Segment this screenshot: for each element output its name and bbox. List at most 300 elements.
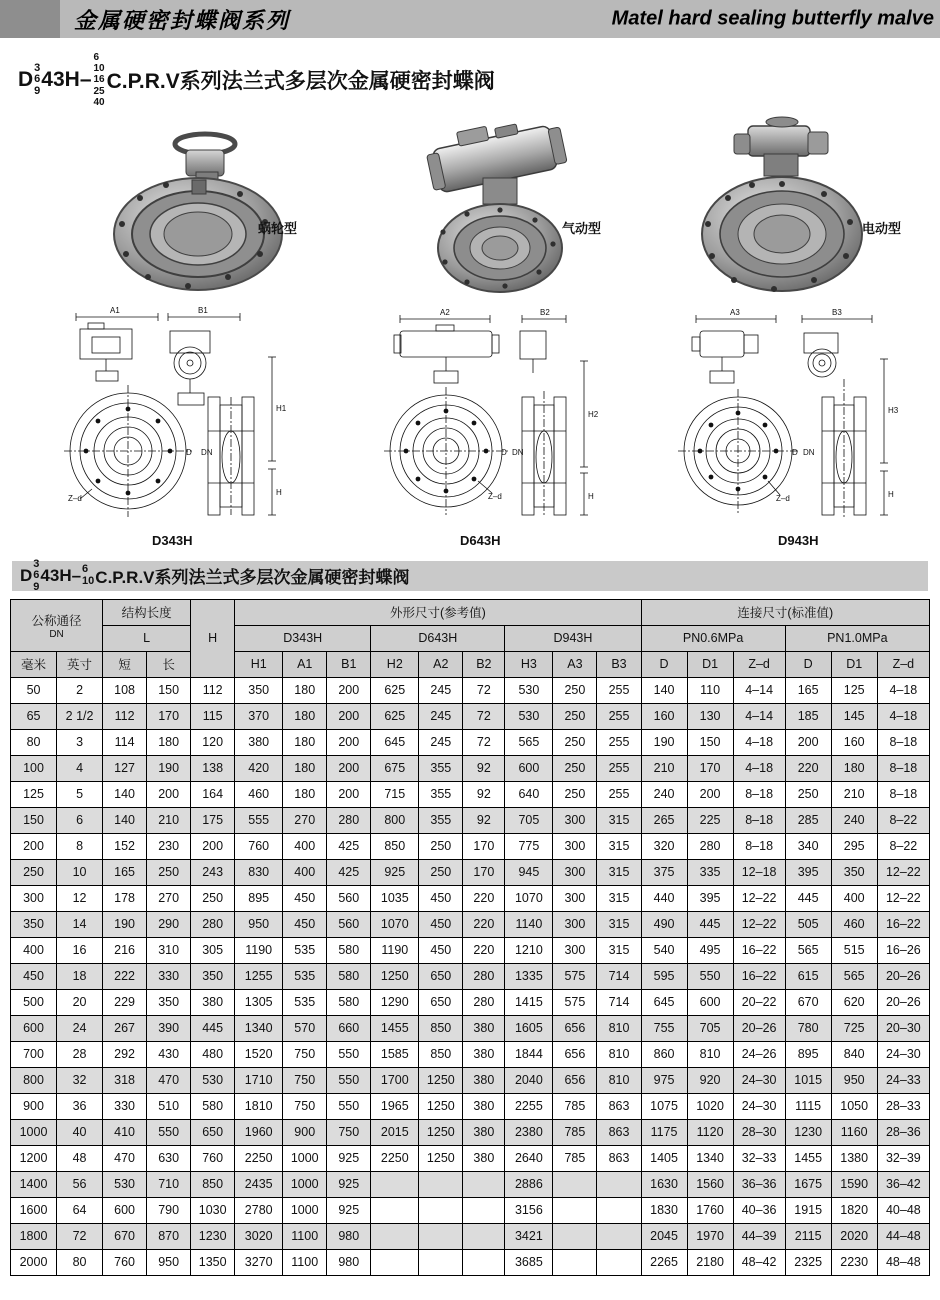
table-cell: 870 [147,1223,191,1249]
table-cell: 24–30 [733,1093,785,1119]
caption-mid: 43H– [40,565,82,585]
table-cell: 72 [463,703,505,729]
table-row [11,1223,930,1249]
table-cell: 24 [57,1015,103,1041]
table-cell: 600 [11,1015,57,1041]
table-cell: 1100 [283,1223,327,1249]
svg-text:DN: DN [803,447,815,457]
page-banner [0,0,940,38]
table-cell: 380 [235,729,283,755]
table-cell: 1100 [283,1249,327,1275]
table-cell: 1350 [191,1249,235,1275]
svg-text:A3: A3 [730,307,740,317]
banner-left-block [0,0,60,38]
table-cell: 530 [505,703,553,729]
table-cell: 2380 [505,1119,553,1145]
table-cell: 656 [553,1015,597,1041]
table-cell: 40 [57,1119,103,1145]
table-cell: 920 [687,1067,733,1093]
table-cell: 810 [597,1067,641,1093]
table-cell: 180 [283,729,327,755]
table-cell: 750 [327,1119,371,1145]
table-cell: 3020 [235,1223,283,1249]
product-photo-row [0,114,940,299]
table-cell: 8–18 [733,807,785,833]
table-cell: 318 [103,1067,147,1093]
table-cell: 785 [553,1093,597,1119]
table-cell: 900 [11,1093,57,1119]
table-cell: 80 [11,729,57,755]
table-cell: 785 [553,1145,597,1171]
header-pn06: PN0.6MPa [641,625,785,651]
table-cell: 1830 [641,1197,687,1223]
table-cell: 6 [57,807,103,833]
col-long: 长 [147,651,191,677]
header-length: 结构长度 [103,599,191,625]
table-cell: 650 [419,989,463,1015]
svg-text:H1: H1 [276,403,287,413]
table-cell: 1075 [641,1093,687,1119]
table-cell: 580 [327,937,371,963]
table-cell: 290 [147,911,191,937]
table-cell: 1335 [505,963,553,989]
table-cell: 530 [103,1171,147,1197]
col-inch: 英寸 [57,651,103,677]
header-pn10: PN1.0MPa [785,625,929,651]
table-cell: 180 [283,781,327,807]
table-cell [419,1197,463,1223]
table-row [11,1041,930,1067]
table-cell: 8–18 [877,781,929,807]
table-cell: 540 [641,937,687,963]
table-cell: 24–30 [733,1067,785,1093]
table-row [11,989,930,1015]
table-cell: 250 [553,677,597,703]
svg-text:B1: B1 [198,305,208,315]
table-cell: 450 [419,937,463,963]
table-cell: 280 [687,833,733,859]
table-cell: 145 [831,703,877,729]
table-cell: 790 [147,1197,191,1223]
table-cell: 72 [463,729,505,755]
table-cell: 8–22 [877,807,929,833]
table-cell: 450 [283,911,327,937]
table-cell: 1915 [785,1197,831,1223]
table-cell: 50 [11,677,57,703]
table-cell: 850 [191,1171,235,1197]
table-cell: 12–22 [877,885,929,911]
table-cell: 656 [553,1067,597,1093]
table-row [11,1249,930,1275]
table-cell: 375 [641,859,687,885]
table-cell: 2 [57,677,103,703]
table-cell: 175 [191,807,235,833]
table-cell: 863 [597,1145,641,1171]
table-cell: 750 [283,1067,327,1093]
table-cell: 140 [641,677,687,703]
table-cell: 16 [57,937,103,963]
table-cell: 300 [553,937,597,963]
table-cell: 1250 [419,1067,463,1093]
table-cell: 380 [463,1119,505,1145]
table-cell: 180 [283,677,327,703]
table-cell: 440 [641,885,687,911]
table-cell: 980 [327,1223,371,1249]
table-cell: 445 [191,1015,235,1041]
table-cell: 4–18 [877,703,929,729]
table-cell: 1810 [235,1093,283,1119]
table-cell: 16–26 [877,937,929,963]
page-title [18,52,940,108]
table-cell: 645 [641,989,687,1015]
table-cell: 3 [57,729,103,755]
svg-text:DN: DN [512,447,524,457]
table-cell: 250 [419,833,463,859]
table-cell: 300 [553,833,597,859]
table-cell: 395 [687,885,733,911]
table-cell: 250 [147,859,191,885]
table-cell: 170 [463,833,505,859]
table-cell: 470 [103,1145,147,1171]
table-cell: 150 [147,677,191,703]
table-cell: 1050 [831,1093,877,1119]
table-cell: 1035 [371,885,419,911]
table-cell: 1965 [371,1093,419,1119]
col-b2: B2 [463,651,505,677]
table-cell: 140 [103,781,147,807]
col-zd-pn06: Z–d [733,651,785,677]
table-cell: 640 [505,781,553,807]
table-cell: 40–36 [733,1197,785,1223]
table-row [11,1093,930,1119]
table-cell: 229 [103,989,147,1015]
table-cell: 1255 [235,963,283,989]
table-cell: 350 [191,963,235,989]
svg-text:B3: B3 [832,307,842,317]
table-cell: 44–48 [877,1223,929,1249]
table-cell: 2115 [785,1223,831,1249]
table-header-row-1 [11,599,930,625]
svg-text:H: H [888,489,894,499]
table-cell [597,1171,641,1197]
table-cell: 656 [553,1041,597,1067]
table-row [11,911,930,937]
header-d643h: D643H [371,625,505,651]
table-cell: 222 [103,963,147,989]
table-cell: 645 [371,729,419,755]
table-cell [553,1197,597,1223]
table-cell: 1160 [831,1119,877,1145]
table-cell: 650 [419,963,463,989]
table-cell: 600 [687,989,733,1015]
table-cell: 1250 [419,1093,463,1119]
table-cell: 1800 [11,1223,57,1249]
col-short: 短 [103,651,147,677]
table-cell: 1700 [371,1067,419,1093]
table-cell: 210 [147,807,191,833]
table-cell: 810 [597,1041,641,1067]
table-cell: 850 [371,833,419,859]
table-cell: 280 [327,807,371,833]
table-cell [371,1223,419,1249]
table-row [11,1119,930,1145]
table-cell: 170 [147,703,191,729]
table-cell: 190 [147,755,191,781]
table-cell: 285 [785,807,831,833]
table-cell: 1210 [505,937,553,963]
table-cell: 200 [327,703,371,729]
table-cell: 390 [147,1015,191,1041]
table-cell: 850 [419,1041,463,1067]
caption-pressure-stack: 6 10 [82,563,95,587]
table-cell: 4–14 [733,677,785,703]
drawing-label-d943h: D943H [778,532,819,548]
table-cell: 705 [687,1015,733,1041]
table-cell: 16–22 [733,937,785,963]
table-cell: 180 [147,729,191,755]
table-cell: 1230 [785,1119,831,1145]
table-cell: 1015 [785,1067,831,1093]
table-cell: 550 [327,1041,371,1067]
table-row [11,833,930,859]
table-cell: 715 [371,781,419,807]
table-cell: 216 [103,937,147,963]
table-row [11,937,930,963]
table-cell: 1710 [235,1067,283,1093]
table-cell: 250 [553,703,597,729]
table-cell: 714 [597,989,641,1015]
table-cell: 2886 [505,1171,553,1197]
table-cell: 863 [597,1093,641,1119]
table-row [11,755,930,781]
drawing-d343h [58,301,308,531]
header-d343h: D343H [235,625,371,651]
table-cell: 200 [147,781,191,807]
col-mm: 毫米 [11,651,57,677]
photo-electric-valve [690,114,880,299]
table-cell: 310 [147,937,191,963]
table-row [11,781,930,807]
table-cell: 4–18 [733,755,785,781]
table-cell: 8–18 [733,833,785,859]
table-cell: 350 [11,911,57,937]
table-cell: 400 [831,885,877,911]
table-caption [12,557,928,593]
table-cell: 8–18 [877,755,929,781]
table-cell: 2640 [505,1145,553,1171]
caption-suffix: C.P.R.V系列法兰式多层次金属硬密封蝶阀 [95,568,410,588]
table-cell: 2325 [785,1249,831,1275]
table-cell: 595 [641,963,687,989]
table-cell: 108 [103,677,147,703]
table-cell: 755 [641,1015,687,1041]
table-cell: 625 [371,703,419,729]
table-cell [553,1171,597,1197]
table-cell: 580 [327,963,371,989]
table-cell: 380 [463,1015,505,1041]
table-cell: 1000 [283,1171,327,1197]
table-row [11,729,930,755]
table-cell: 16–22 [733,963,785,989]
table-cell: 114 [103,729,147,755]
table-cell: 1405 [641,1145,687,1171]
table-cell: 300 [11,885,57,911]
table-cell [419,1223,463,1249]
table-cell: 255 [597,729,641,755]
table-cell: 200 [327,781,371,807]
table-cell: 255 [597,677,641,703]
header-length-symbol: L [103,625,191,651]
table-cell: 2780 [235,1197,283,1223]
table-cell: 200 [785,729,831,755]
table-cell: 115 [191,703,235,729]
table-cell: 495 [687,937,733,963]
table-cell: 48–42 [733,1249,785,1275]
table-cell: 355 [419,755,463,781]
table-cell: 1380 [831,1145,877,1171]
table-cell: 100 [11,755,57,781]
table-cell: 700 [11,1041,57,1067]
table-row [11,1015,930,1041]
table-cell [463,1171,505,1197]
table-cell: 925 [327,1197,371,1223]
table-cell: 895 [785,1041,831,1067]
table-cell: 220 [463,911,505,937]
table-cell: 200 [327,729,371,755]
headline-series-stack: 3 6 9 [34,61,41,97]
table-cell: 8–22 [877,833,929,859]
table-cell: 4–18 [877,677,929,703]
table-cell: 580 [191,1093,235,1119]
table-cell: 565 [505,729,553,755]
table-cell: 2 1/2 [57,703,103,729]
table-cell: 550 [327,1093,371,1119]
table-cell: 1675 [785,1171,831,1197]
table-cell: 12 [57,885,103,911]
table-cell: 315 [597,807,641,833]
table-cell: 10 [57,859,103,885]
table-cell: 600 [103,1197,147,1223]
headline-prefix: D [18,67,34,91]
table-cell: 250 [191,885,235,911]
table-cell: 1560 [687,1171,733,1197]
table-cell: 8–18 [733,781,785,807]
caption-prefix: D [20,565,33,585]
table-cell: 1230 [191,1223,235,1249]
table-cell: 1844 [505,1041,553,1067]
table-row [11,885,930,911]
table-cell: 535 [283,937,327,963]
table-cell: 810 [687,1041,733,1067]
table-cell [419,1171,463,1197]
table-cell: 185 [785,703,831,729]
table-cell: 245 [419,677,463,703]
table-cell: 725 [831,1015,877,1041]
photo-label-electric: 电动型 [862,220,902,236]
table-cell: 1000 [11,1119,57,1145]
table-cell: 800 [371,807,419,833]
table-cell [553,1249,597,1275]
table-cell: 1190 [371,937,419,963]
table-cell: 200 [327,755,371,781]
table-cell: 12–22 [877,859,929,885]
table-cell: 560 [327,885,371,911]
table-cell: 160 [641,703,687,729]
table-cell: 840 [831,1041,877,1067]
table-cell: 20–26 [877,989,929,1015]
table-cell: 292 [103,1041,147,1067]
table-cell: 112 [191,677,235,703]
table-cell: 32–39 [877,1145,929,1171]
table-cell: 72 [463,677,505,703]
svg-text:Z–d: Z–d [488,491,502,501]
table-cell: 315 [597,937,641,963]
table-cell: 535 [283,989,327,1015]
table-cell: 12–18 [733,859,785,885]
table-cell: 670 [785,989,831,1015]
table-cell: 2265 [641,1249,687,1275]
table-cell: 20–26 [877,963,929,989]
table-cell: 400 [283,833,327,859]
table-cell: 780 [785,1015,831,1041]
table-cell: 950 [831,1067,877,1093]
table-cell: 750 [283,1041,327,1067]
table-cell: 1605 [505,1015,553,1041]
svg-text:Z–d: Z–d [68,493,82,503]
table-cell: 138 [191,755,235,781]
table-cell: 1250 [419,1119,463,1145]
table-cell: 127 [103,755,147,781]
svg-text:A2: A2 [440,307,450,317]
table-cell: 2250 [371,1145,419,1171]
table-cell: 24–33 [877,1067,929,1093]
table-cell: 1140 [505,911,553,937]
table-cell: 535 [283,963,327,989]
table-cell: 36–36 [733,1171,785,1197]
svg-text:Z–d: Z–d [776,493,790,503]
table-cell: 200 [191,833,235,859]
table-cell: 255 [597,755,641,781]
table-cell: 350 [235,677,283,703]
table-cell: 705 [505,807,553,833]
table-cell: 3421 [505,1223,553,1249]
table-cell: 36–42 [877,1171,929,1197]
table-cell: 450 [419,885,463,911]
table-cell [371,1249,419,1275]
table-cell: 570 [283,1015,327,1041]
table-cell: 170 [463,859,505,885]
table-cell: 785 [553,1119,597,1145]
table-cell: 250 [785,781,831,807]
table-cell: 2020 [831,1223,877,1249]
table-cell: 180 [283,703,327,729]
table-cell: 170 [687,755,733,781]
table-cell: 775 [505,833,553,859]
table-cell [463,1197,505,1223]
table-cell: 800 [11,1067,57,1093]
table-cell [597,1197,641,1223]
photo-label-pneumatic: 气动型 [562,220,602,236]
table-cell: 950 [147,1249,191,1275]
table-cell: 48 [57,1145,103,1171]
table-cell: 32–33 [733,1145,785,1171]
table-cell: 580 [327,989,371,1015]
col-zd-pn10: Z–d [877,651,929,677]
header-d943h: D943H [505,625,641,651]
table-cell: 1070 [505,885,553,911]
drawing-d943h [672,301,922,531]
table-cell: 8 [57,833,103,859]
